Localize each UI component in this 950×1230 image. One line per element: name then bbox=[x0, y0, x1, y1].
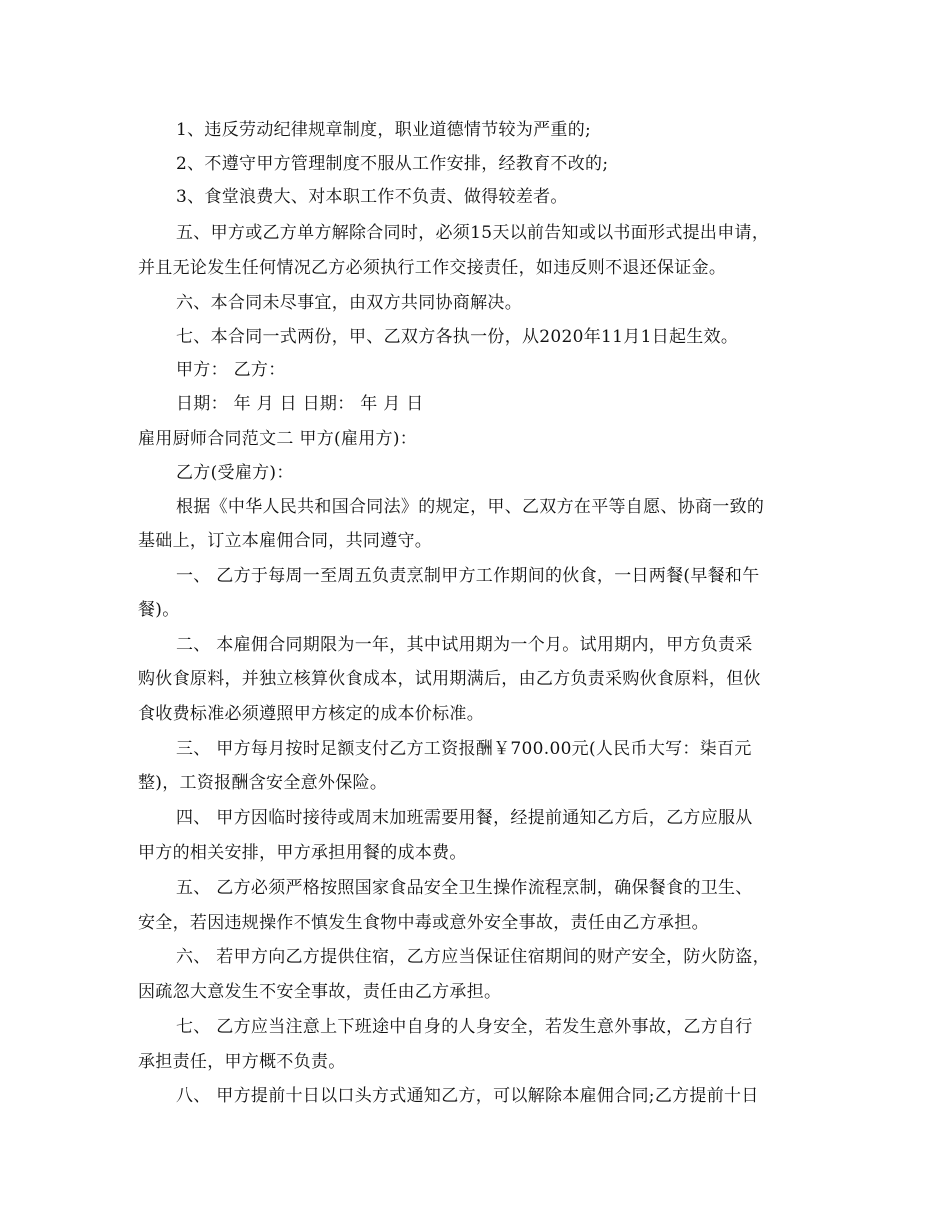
clause-line: 3、食堂浪费大、对本职工作不负责、做得较差者。 bbox=[176, 187, 568, 207]
clause-continuation-line: 食收费标准必须遵照甲方核定的成本价标准。 bbox=[138, 704, 484, 724]
clause-line: 1、违反劳动纪律规章制度，职业道德情节较为严重的; bbox=[176, 120, 592, 140]
clause-continuation-line: 购伙食原料，并独立核算伙食成本，试用期满后，由乙方负责采购伙食原料，但伙 bbox=[138, 669, 761, 689]
clause-continuation-line: 安全，若因违规操作不慎发生食物中毒或意外安全事故，责任由乙方承担。 bbox=[138, 913, 709, 933]
clause-line: 五、甲方或乙方单方解除合同时，必须15天以前告知或以书面形式提出申请， bbox=[176, 223, 770, 243]
preamble-line: 根据《中华人民共和国合同法》的规定，甲、乙双方在平等自愿、协商一致的 bbox=[176, 497, 765, 517]
clause-continuation-line: 甲方的相关安排，甲方承担用餐的成本费。 bbox=[138, 843, 467, 863]
clause-line: 五、 乙方必须严格按照国家食品安全卫生操作流程烹制，确保餐食的卫生、 bbox=[176, 878, 753, 898]
clause-line: 八、 甲方提前十日以口头方式通知乙方，可以解除本雇佣合同;乙方提前十日 bbox=[176, 1086, 759, 1106]
party-line: 乙方(受雇方)： bbox=[176, 463, 294, 483]
clause-continuation-line: 因疏忽大意发生不安全事故，责任由乙方承担。 bbox=[138, 982, 502, 1002]
clause-line: 二、 本雇佣合同期限为一年，其中试用期为一个月。试用期内，甲方负责采 bbox=[176, 635, 753, 655]
clause-continuation-line: 整)，工资报酬含安全意外保险。 bbox=[138, 773, 388, 793]
clause-line: 六、 若甲方向乙方提供住宿，乙方应当保证住宿期间的财产安全，防火防盗， bbox=[176, 947, 770, 967]
signature-line: 甲方： 乙方： bbox=[176, 360, 286, 380]
clause-continuation-line: 餐)。 bbox=[138, 600, 180, 620]
section-title: 雇用厨师合同范文二 甲方(雇用方)： bbox=[138, 429, 418, 449]
clause-continuation-line: 并且无论发生任何情况乙方必须执行工作交接责任，如违反则不退还保证金。 bbox=[138, 258, 727, 278]
clause-line: 一、 乙方于每周一至周五负责烹制甲方工作期间的伙食，一日两餐(早餐和午 bbox=[176, 566, 760, 586]
clause-line: 七、 乙方应当注意上下班途中自身的人身安全，若发生意外事故，乙方自行 bbox=[176, 1017, 753, 1037]
clause-line: 四、 甲方因临时接待或周末加班需要用餐，经提前通知乙方后，乙方应服从 bbox=[176, 808, 753, 828]
clause-line: 七、本合同一式两份，甲、乙双方各执一份，从2020年11月1日起生效。 bbox=[176, 327, 739, 347]
preamble-continuation-line: 基础上，订立本雇佣合同，共同遵守。 bbox=[138, 531, 433, 551]
clause-line: 三、 甲方每月按时足额支付乙方工资报酬￥700.00元(人民币大写：柒百元 bbox=[176, 739, 752, 759]
clause-line: 六、本合同未尽事宜，由双方共同协商解决。 bbox=[176, 293, 522, 313]
clause-line: 2、不遵守甲方管理制度不服从工作安排，经教育不改的; bbox=[176, 154, 609, 174]
date-line: 日期： 年 月 日 日期： 年 月 日 bbox=[176, 394, 424, 414]
clause-continuation-line: 承担责任，甲方概不负责。 bbox=[138, 1052, 346, 1072]
